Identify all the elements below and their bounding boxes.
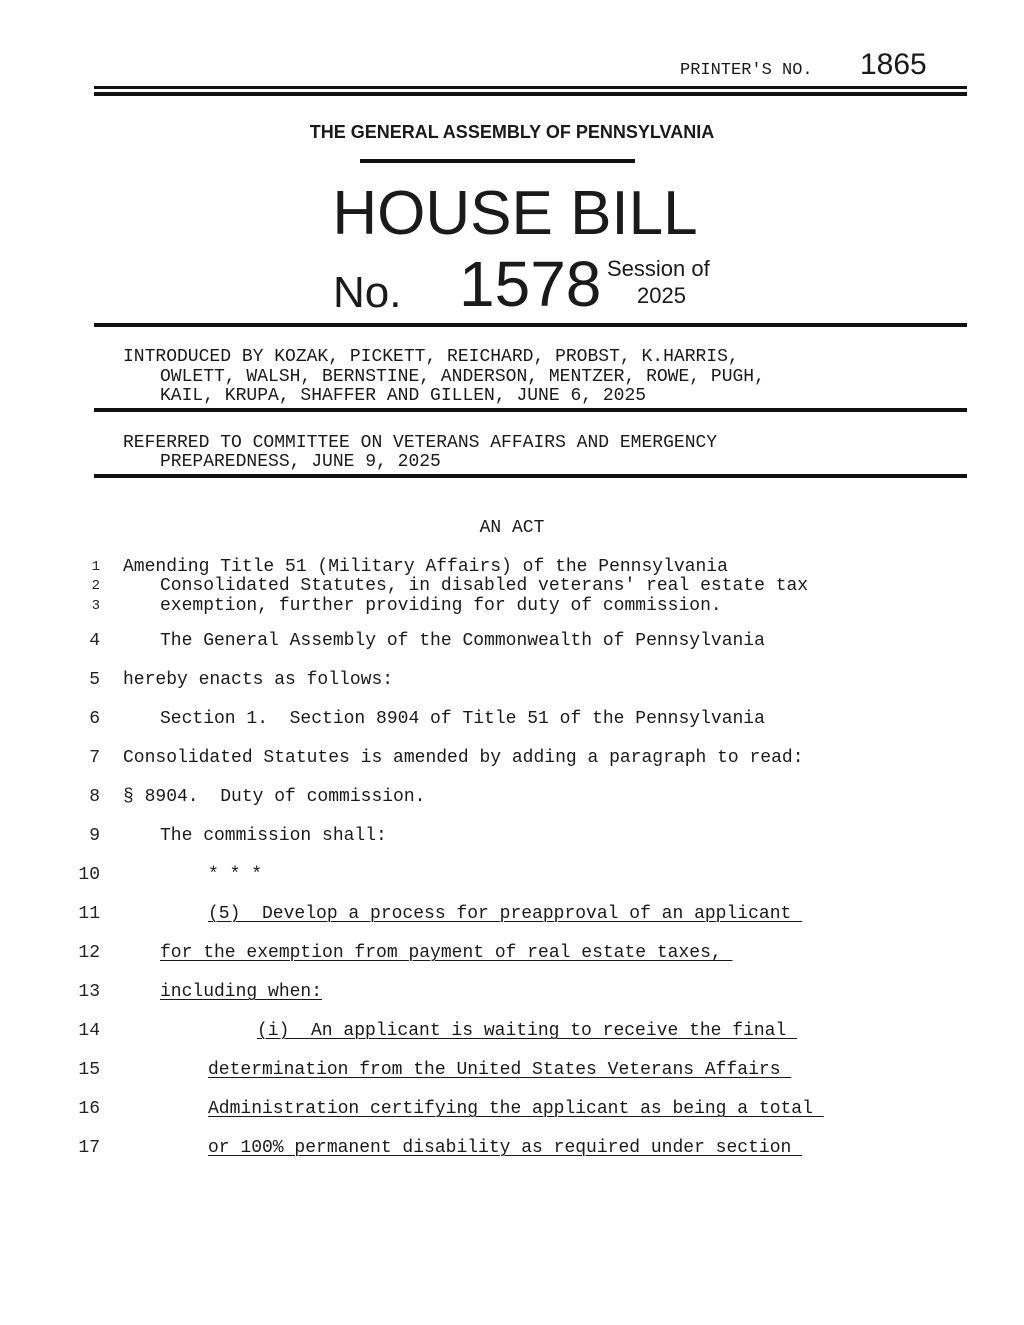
body-line-7: Consolidated Statutes is amended by adding a paragraph to read: bbox=[123, 748, 804, 768]
line-number: 12 bbox=[78, 943, 100, 963]
introduced-line-1: INTRODUCED BY KOZAK, PICKETT, REICHARD, PROBST, K.HARRIS, bbox=[123, 347, 739, 367]
top-rule-thin bbox=[94, 92, 967, 96]
line-number: 15 bbox=[78, 1060, 100, 1080]
line-number: 4 bbox=[89, 631, 100, 651]
introduced-line-3: KAIL, KRUPA, SHAFFER AND GILLEN, JUNE 6, 2025 bbox=[160, 386, 647, 406]
session-year: 2025 bbox=[637, 283, 686, 308]
body-line-6: Section 1. Section 8904 of Title 51 of the Pennsylvania bbox=[160, 709, 765, 729]
bill-number: 1578 bbox=[459, 248, 602, 320]
line-number: 17 bbox=[78, 1138, 100, 1158]
act-heading: AN ACT bbox=[479, 518, 545, 538]
body-line-11: (5) Develop a process for preapproval of an applicant bbox=[208, 904, 803, 924]
line-number: 1 bbox=[91, 559, 100, 575]
line-number: 10 bbox=[78, 865, 100, 885]
bill-no-label: No. bbox=[333, 268, 402, 317]
line-number: 16 bbox=[78, 1099, 100, 1119]
line-number: 7 bbox=[89, 748, 100, 768]
session-label: Session of bbox=[607, 256, 710, 281]
referred-line-1: REFERRED TO COMMITTEE ON VETERANS AFFAIRS AND EMERGENCY bbox=[123, 433, 718, 453]
line-number: 14 bbox=[78, 1021, 100, 1041]
body-line-13: including when: bbox=[160, 982, 323, 1002]
body-line-14: (i) An applicant is waiting to receive the final bbox=[257, 1021, 798, 1041]
introduced-line-2: OWLETT, WALSH, BERNSTINE, ANDERSON, MENTZER, ROWE, PUGH, bbox=[160, 367, 765, 387]
top-rule-thick bbox=[94, 86, 967, 89]
referred-rule bbox=[94, 474, 967, 478]
printers-no-label: PRINTER'S NO. bbox=[680, 61, 813, 80]
referred-line-2: PREPAREDNESS, JUNE 9, 2025 bbox=[160, 452, 441, 472]
introduced-rule bbox=[94, 408, 967, 412]
line-number: 11 bbox=[78, 904, 100, 924]
body-line-5: hereby enacts as follows: bbox=[123, 670, 394, 690]
body-line-16: Administration certifying the applicant as being a total bbox=[208, 1099, 824, 1119]
bill-type: HOUSE BILL bbox=[332, 179, 698, 248]
body-line-9: The commission shall: bbox=[160, 826, 387, 846]
line-number: 2 bbox=[91, 578, 100, 594]
body-line-8: § 8904. Duty of commission. bbox=[123, 787, 426, 807]
body-line-12: for the exemption from payment of real estate taxes, bbox=[160, 943, 733, 963]
line-number: 8 bbox=[89, 787, 100, 807]
body-line-10: * * * bbox=[208, 865, 263, 885]
body-line-17: or 100% permanent disability as required under section bbox=[208, 1138, 803, 1158]
body-line-4: The General Assembly of the Commonwealth of Pennsylvania bbox=[160, 631, 765, 651]
assembly-underline bbox=[360, 159, 635, 163]
act-title-line-1: Amending Title 51 (Military Affairs) of the Pennsylvania bbox=[123, 557, 728, 577]
line-number: 3 bbox=[91, 598, 100, 614]
printers-no-value: 1865 bbox=[860, 48, 927, 81]
assembly-title: THE GENERAL ASSEMBLY OF PENNSYLVANIA bbox=[309, 122, 715, 142]
body-line-15: determination from the United States Veterans Affairs bbox=[208, 1060, 792, 1080]
line-number: 13 bbox=[78, 982, 100, 1002]
line-number: 6 bbox=[89, 709, 100, 729]
act-title-line-2: Consolidated Statutes, in disabled veterans' real estate tax bbox=[160, 576, 809, 596]
header-bottom-rule bbox=[94, 323, 967, 327]
act-title-line-3: exemption, further providing for duty of commission. bbox=[160, 596, 722, 616]
line-number: 5 bbox=[89, 670, 100, 690]
line-number: 9 bbox=[89, 826, 100, 846]
